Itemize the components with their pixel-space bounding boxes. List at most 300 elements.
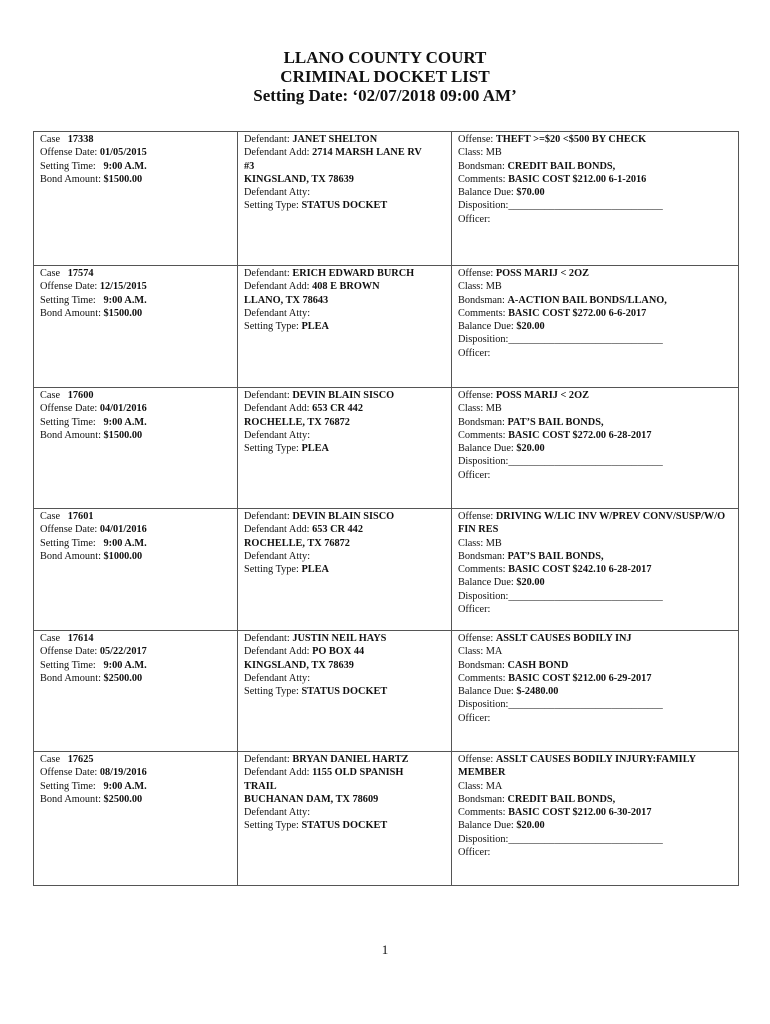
defendant-address-line-value: KINGSLAND, TX 78639 — [244, 659, 354, 671]
disposition-label: Disposition: — [458, 699, 509, 711]
class — [458, 280, 732, 293]
defendant-cell — [238, 132, 452, 266]
offense-cell — [452, 388, 739, 509]
defendant-address-label: Defendant Add: — [244, 281, 310, 293]
comments — [458, 173, 732, 186]
offense — [458, 133, 732, 146]
bond-amount — [40, 550, 231, 563]
disposition — [458, 455, 732, 468]
case-row — [34, 509, 739, 631]
bond-amount-label: Bond Amount: — [40, 429, 101, 441]
offense-value: ASSLT CAUSES BODILY INJURY:FAMILY MEMBER — [458, 754, 696, 779]
class — [458, 780, 732, 793]
case-row — [34, 752, 739, 886]
setting-time-label: Setting Time: — [40, 780, 96, 792]
defendant — [244, 632, 445, 645]
offense-date — [40, 766, 231, 779]
offense-date-label: Offense Date: — [40, 403, 98, 415]
defendant-address-value: 2714 MARSH LANE RV — [312, 147, 422, 159]
disposition-blank: ______________________________ — [508, 456, 663, 468]
offense-cell — [452, 752, 739, 886]
officer-label: Officer: — [458, 469, 491, 481]
defendant-atty — [244, 429, 445, 442]
defendant-atty-label: Defendant Atty: — [244, 672, 311, 684]
offense-date — [40, 523, 231, 536]
offense-date-value: 01/05/2015 — [99, 147, 147, 159]
bondsman-label: Bondsman: — [458, 793, 505, 805]
setting-time — [40, 416, 231, 429]
defendant-atty — [244, 806, 445, 819]
defendant-address-line-value: #3 — [244, 160, 255, 172]
offense-date-value: 04/01/2016 — [99, 524, 147, 536]
offense-date-label: Offense Date: — [40, 524, 98, 536]
class-label: Class: — [458, 780, 484, 792]
setting-type-label: Setting Type: — [244, 686, 299, 698]
bond-amount-value: $1500.00 — [103, 173, 143, 185]
defendant-address — [244, 280, 445, 293]
comments — [458, 307, 732, 320]
offense-label: Offense: — [458, 754, 494, 765]
case-row — [34, 631, 739, 752]
case-number-label: Case — [40, 511, 61, 522]
defendant-atty-label: Defendant Atty: — [244, 550, 311, 562]
disposition-label: Disposition: — [458, 200, 509, 212]
bond-amount — [40, 672, 231, 685]
setting-type — [244, 320, 445, 333]
comments-value: BASIC COST $212.00 6-30-2017 — [508, 807, 652, 819]
offense-label: Offense: — [458, 511, 494, 522]
setting-time-value: 9:00 A.M. — [103, 537, 147, 549]
case-number-label: Case — [40, 268, 61, 279]
offense-cell — [452, 266, 739, 388]
offense-date-value: 12/15/2015 — [99, 281, 147, 293]
offense-date-label: Offense Date: — [40, 646, 98, 658]
defendant-label: Defendant: — [244, 134, 290, 145]
defendant-atty-label: Defendant Atty: — [244, 807, 311, 819]
disposition-blank: ______________________________ — [508, 334, 663, 346]
offense-date-value: 04/01/2016 — [99, 403, 147, 415]
defendant-atty-label: Defendant Atty: — [244, 429, 311, 441]
bondsman-label: Bondsman: — [458, 160, 505, 172]
comments — [458, 672, 732, 685]
class — [458, 645, 732, 658]
docket-table — [33, 131, 739, 886]
defendant-cell — [238, 631, 452, 752]
case-number-value: 17574 — [67, 268, 94, 279]
bondsman-value: PAT’S BAIL BONDS, — [507, 416, 604, 428]
setting-time-label: Setting Time: — [40, 416, 96, 428]
bond-amount — [40, 307, 231, 320]
officer-label: Officer: — [458, 847, 491, 859]
bond-amount-value: $2500.00 — [103, 793, 143, 805]
class-value: MB — [485, 403, 502, 415]
bond-amount-label: Bond Amount: — [40, 307, 101, 319]
setting-type — [244, 442, 445, 455]
offense-value: POSS MARIJ < 2OZ — [495, 390, 589, 401]
offense-label: Offense: — [458, 268, 494, 279]
setting-time-label: Setting Time: — [40, 659, 96, 671]
officer-label: Officer: — [458, 712, 491, 724]
defendant-address-value: 408 E BROWN — [312, 281, 380, 293]
docket-title: CRIMINAL DOCKET LIST — [280, 67, 490, 86]
defendant-address-value: 1155 OLD SPANISH — [312, 767, 404, 779]
class-label: Class: — [458, 281, 484, 293]
class-value: MA — [485, 646, 503, 658]
balance-due — [458, 685, 732, 698]
officer — [458, 469, 732, 482]
balance-due-label: Balance Due: — [458, 686, 514, 698]
class-label: Class: — [458, 147, 484, 159]
balance-due — [458, 819, 732, 832]
bond-amount — [40, 429, 231, 442]
bondsman — [458, 793, 732, 806]
defendant-label: Defendant: — [244, 511, 290, 522]
disposition-blank: ______________________________ — [508, 699, 663, 711]
defendant-atty-label: Defendant Atty: — [244, 307, 311, 319]
bond-amount-label: Bond Amount: — [40, 550, 101, 562]
setting-type — [244, 199, 445, 212]
defendant-value: DEVIN BLAIN SISCO — [292, 511, 395, 522]
offense — [458, 389, 732, 402]
case-number-label: Case — [40, 633, 61, 644]
case-info-cell — [34, 509, 238, 631]
bondsman — [458, 294, 732, 307]
offense-date-label: Offense Date: — [40, 767, 98, 779]
setting-type — [244, 563, 445, 576]
setting-type-value: STATUS DOCKET — [301, 200, 388, 212]
case-number-value: 17625 — [67, 754, 94, 765]
comments-value: BASIC COST $242.10 6-28-2017 — [508, 564, 652, 576]
comments-label: Comments: — [458, 429, 506, 441]
bondsman-label: Bondsman: — [458, 550, 505, 562]
offense-cell — [452, 631, 739, 752]
balance-due-value: $20.00 — [516, 443, 545, 455]
setting-type-label: Setting Type: — [244, 200, 299, 212]
balance-due-value: $70.00 — [516, 187, 545, 199]
defendant-value: JANET SHELTON — [292, 134, 378, 145]
disposition-label: Disposition: — [458, 833, 509, 845]
comments-value: BASIC COST $212.00 6-29-2017 — [508, 672, 652, 684]
class — [458, 402, 732, 415]
offense-date — [40, 645, 231, 658]
setting-type-value: PLEA — [301, 564, 329, 576]
case-row — [34, 388, 739, 509]
defendant — [244, 267, 445, 280]
balance-due-label: Balance Due: — [458, 187, 514, 199]
defendant-address-value: 653 CR 442 — [312, 524, 363, 536]
defendant-address-label: Defendant Add: — [244, 147, 310, 159]
court-title: LLANO COUNTY COURT — [283, 48, 487, 67]
offense-cell — [452, 132, 739, 266]
offense-label: Offense: — [458, 633, 494, 644]
balance-due-label: Balance Due: — [458, 820, 514, 832]
offense — [458, 267, 732, 280]
case-number — [40, 267, 231, 280]
class-label: Class: — [458, 646, 484, 658]
case-number-value: 17601 — [67, 511, 94, 522]
defendant-address-value: 653 CR 442 — [312, 403, 363, 415]
offense-date-value: 05/22/2017 — [99, 646, 147, 658]
class-label: Class: — [458, 403, 484, 415]
bondsman-value: CREDIT BAIL BONDS, — [507, 160, 616, 172]
defendant-address-line — [244, 173, 445, 186]
case-row — [34, 266, 739, 388]
bond-amount-value: $1000.00 — [103, 550, 143, 562]
defendant-cell — [238, 388, 452, 509]
bond-amount — [40, 793, 231, 806]
offense-value: ASSLT CAUSES BODILY INJ — [495, 633, 632, 644]
defendant-atty — [244, 672, 445, 685]
comments — [458, 429, 732, 442]
class — [458, 146, 732, 159]
case-number — [40, 632, 231, 645]
setting-type — [244, 685, 445, 698]
defendant-label: Defendant: — [244, 268, 290, 279]
case-number-label: Case — [40, 390, 61, 401]
disposition-blank: ______________________________ — [508, 590, 663, 602]
defendant-atty — [244, 550, 445, 563]
defendant-address-value: PO BOX 44 — [312, 646, 365, 658]
disposition-blank: ______________________________ — [508, 833, 663, 845]
case-row — [34, 132, 739, 266]
setting-time — [40, 160, 231, 173]
balance-due — [458, 320, 732, 333]
defendant — [244, 389, 445, 402]
bondsman-value: CREDIT BAIL BONDS, — [507, 793, 616, 805]
defendant-label: Defendant: — [244, 633, 290, 644]
offense — [458, 632, 732, 645]
offense-date — [40, 402, 231, 415]
offense-value: POSS MARIJ < 2OZ — [495, 268, 589, 279]
defendant-value: DEVIN BLAIN SISCO — [292, 390, 395, 401]
bondsman-value: CASH BOND — [507, 659, 569, 671]
bondsman — [458, 659, 732, 672]
setting-date: Setting Date: ‘02/07/2018 09:00 AM’ — [253, 86, 517, 105]
defendant-address-label: Defendant Add: — [244, 403, 310, 415]
class-value: MB — [485, 537, 502, 549]
comments — [458, 563, 732, 576]
disposition — [458, 698, 732, 711]
case-info-cell — [34, 388, 238, 509]
defendant-atty — [244, 186, 445, 199]
setting-time-value: 9:00 A.M. — [103, 294, 147, 306]
comments-value: BASIC COST $272.00 6-6-2017 — [508, 307, 647, 319]
defendant-address-line-value: TRAIL — [244, 780, 277, 792]
balance-due-value: $20.00 — [516, 820, 545, 832]
setting-time — [40, 780, 231, 793]
defendant-address-line-value: BUCHANAN DAM, TX 78609 — [244, 793, 379, 805]
officer-label: Officer: — [458, 213, 491, 225]
offense — [458, 753, 732, 780]
balance-due-label: Balance Due: — [458, 443, 514, 455]
defendant-address-line — [244, 537, 445, 550]
bondsman — [458, 416, 732, 429]
setting-time-label: Setting Time: — [40, 160, 96, 172]
case-number-value: 17600 — [67, 390, 94, 401]
bond-amount-label: Bond Amount: — [40, 793, 101, 805]
offense-date — [40, 280, 231, 293]
officer-label: Officer: — [458, 347, 491, 359]
disposition-blank: ______________________________ — [508, 200, 663, 212]
disposition — [458, 590, 732, 603]
docket-header — [0, 48, 770, 105]
case-number-value: 17338 — [67, 134, 94, 145]
defendant-address — [244, 766, 445, 779]
offense-date — [40, 146, 231, 159]
case-number-label: Case — [40, 754, 61, 765]
case-info-cell — [34, 752, 238, 886]
bondsman-label: Bondsman: — [458, 416, 505, 428]
defendant-address-label: Defendant Add: — [244, 524, 310, 536]
disposition-label: Disposition: — [458, 456, 509, 468]
setting-type-value: STATUS DOCKET — [301, 686, 388, 698]
class-label: Class: — [458, 537, 484, 549]
balance-due — [458, 186, 732, 199]
defendant — [244, 133, 445, 146]
defendant-label: Defendant: — [244, 754, 290, 765]
balance-due-value: $20.00 — [516, 577, 545, 589]
defendant-address-line-value: KINGSLAND, TX 78639 — [244, 173, 354, 185]
defendant-address-label: Defendant Add: — [244, 646, 310, 658]
defendant-atty-label: Defendant Atty: — [244, 187, 311, 199]
setting-type-label: Setting Type: — [244, 820, 299, 832]
setting-time-value: 9:00 A.M. — [103, 780, 147, 792]
setting-type-label: Setting Type: — [244, 443, 299, 455]
defendant-value: JUSTIN NEIL HAYS — [292, 633, 387, 644]
balance-due-label: Balance Due: — [458, 577, 514, 589]
comments-value: BASIC COST $212.00 6-1-2016 — [508, 173, 647, 185]
setting-time-value: 9:00 A.M. — [103, 160, 147, 172]
defendant-value: BRYAN DANIEL HARTZ — [292, 754, 409, 765]
balance-due-label: Balance Due: — [458, 321, 514, 333]
officer — [458, 712, 732, 725]
setting-type-value: PLEA — [301, 321, 329, 333]
disposition — [458, 833, 732, 846]
bond-amount-value: $1500.00 — [103, 429, 143, 441]
case-info-cell — [34, 266, 238, 388]
comments-label: Comments: — [458, 564, 506, 576]
case-number-value: 17614 — [67, 633, 94, 644]
officer — [458, 347, 732, 360]
offense-cell — [452, 509, 739, 631]
setting-type-value: PLEA — [301, 443, 329, 455]
defendant-address-line — [244, 793, 445, 806]
balance-due — [458, 576, 732, 589]
defendant-address-line — [244, 416, 445, 429]
defendant-address-line — [244, 294, 445, 307]
comments-value: BASIC COST $272.00 6-28-2017 — [508, 429, 652, 441]
comments-label: Comments: — [458, 307, 506, 319]
disposition — [458, 199, 732, 212]
bondsman-value: A-ACTION BAIL BONDS/LLANO, — [507, 294, 667, 306]
disposition-label: Disposition: — [458, 590, 509, 602]
defendant-address-label: Defendant Add: — [244, 767, 310, 779]
comments-label: Comments: — [458, 173, 506, 185]
comments-label: Comments: — [458, 807, 506, 819]
setting-time — [40, 659, 231, 672]
defendant — [244, 510, 445, 523]
setting-type — [244, 819, 445, 832]
offense-value: THEFT >=$20 <$500 BY CHECK — [495, 134, 647, 145]
balance-due-value: $-2480.00 — [516, 686, 559, 698]
offense — [458, 510, 732, 537]
setting-type-value: STATUS DOCKET — [301, 820, 388, 832]
setting-time — [40, 537, 231, 550]
officer — [458, 603, 732, 616]
setting-type-label: Setting Type: — [244, 321, 299, 333]
case-number — [40, 753, 231, 766]
defendant-address — [244, 645, 445, 658]
page-number: 1 — [381, 942, 389, 957]
offense-label: Offense: — [458, 390, 494, 401]
defendant-address-line — [244, 659, 445, 672]
offense-label: Offense: — [458, 134, 494, 145]
defendant-cell — [238, 752, 452, 886]
defendant-address-line — [244, 160, 445, 173]
case-number — [40, 389, 231, 402]
disposition — [458, 333, 732, 346]
case-info-cell — [34, 132, 238, 266]
defendant-address — [244, 402, 445, 415]
setting-time-label: Setting Time: — [40, 294, 96, 306]
bond-amount — [40, 173, 231, 186]
class-value: MA — [485, 780, 503, 792]
defendant-address-line-value: LLANO, TX 78643 — [244, 294, 329, 306]
defendant-address-line — [244, 780, 445, 793]
case-info-cell — [34, 631, 238, 752]
defendant-address — [244, 146, 445, 159]
defendant-label: Defendant: — [244, 390, 290, 401]
officer-label: Officer: — [458, 604, 491, 616]
offense-date-value: 08/19/2016 — [99, 767, 147, 779]
bondsman-label: Bondsman: — [458, 294, 505, 306]
bond-amount-label: Bond Amount: — [40, 173, 101, 185]
officer — [458, 846, 732, 859]
bondsman-label: Bondsman: — [458, 659, 505, 671]
bond-amount-value: $2500.00 — [103, 672, 143, 684]
bondsman-value: PAT’S BAIL BONDS, — [507, 550, 604, 562]
bond-amount-label: Bond Amount: — [40, 672, 101, 684]
defendant-address — [244, 523, 445, 536]
setting-time-value: 9:00 A.M. — [103, 416, 147, 428]
case-number — [40, 510, 231, 523]
defendant-address-line-value: ROCHELLE, TX 76872 — [244, 537, 350, 549]
class — [458, 537, 732, 550]
defendant-cell — [238, 509, 452, 631]
setting-type-label: Setting Type: — [244, 564, 299, 576]
balance-due-value: $20.00 — [516, 321, 545, 333]
bondsman — [458, 160, 732, 173]
class-value: MB — [485, 147, 502, 159]
defendant-cell — [238, 266, 452, 388]
officer — [458, 213, 732, 226]
bond-amount-value: $1500.00 — [103, 307, 143, 319]
offense-date-label: Offense Date: — [40, 147, 98, 159]
disposition-label: Disposition: — [458, 334, 509, 346]
defendant — [244, 753, 445, 766]
class-value: MB — [485, 281, 502, 293]
defendant-address-line-value: ROCHELLE, TX 76872 — [244, 416, 350, 428]
setting-time-label: Setting Time: — [40, 537, 96, 549]
setting-time-value: 9:00 A.M. — [103, 659, 147, 671]
offense-date-label: Offense Date: — [40, 281, 98, 293]
offense-value: DRIVING W/LIC INV W/PREV CONV/SUSP/W/O FIN RES — [458, 511, 726, 536]
defendant-atty — [244, 307, 445, 320]
balance-due — [458, 442, 732, 455]
comments-label: Comments: — [458, 672, 506, 684]
case-number-label: Case — [40, 134, 61, 145]
bondsman — [458, 550, 732, 563]
